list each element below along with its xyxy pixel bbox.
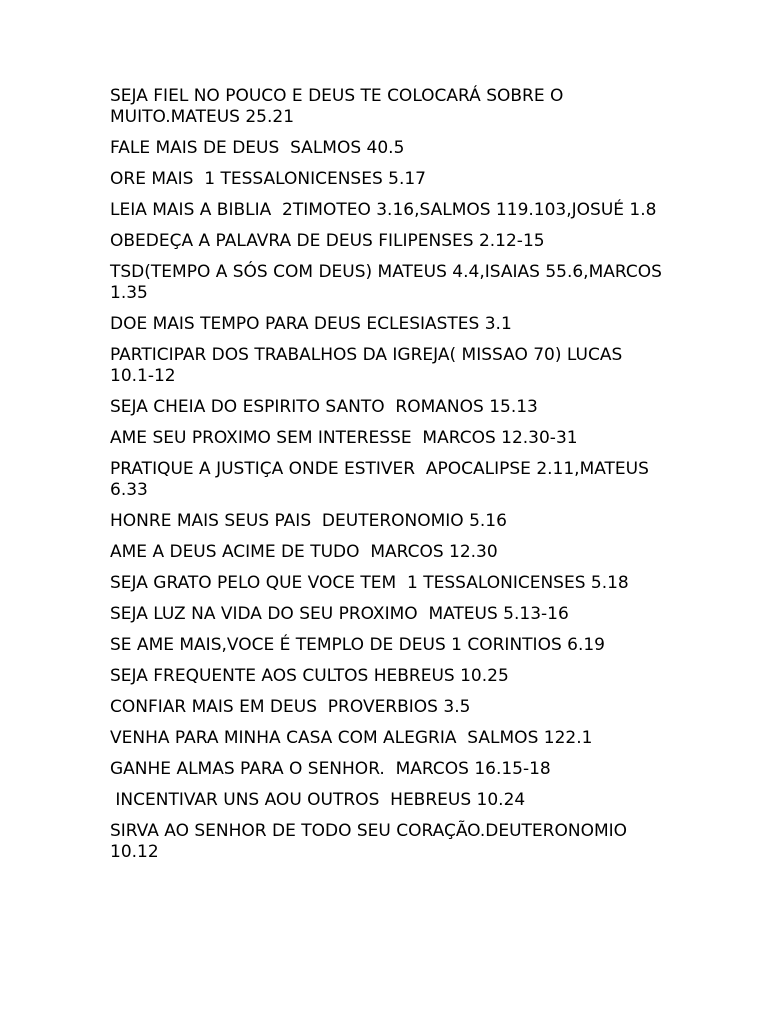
text-line-4: LEIA MAIS A BIBLIA 2TIMOTEO 3.16,SALMOS 119.103,JOSUÉ 1.8 bbox=[110, 200, 657, 220]
text-line-20: GANHE ALMAS PARA O SENHOR. MARCOS 16.15-18 bbox=[110, 759, 551, 779]
text-line-17: SEJA FREQUENTE AOS CULTOS HEBREUS 10.25 bbox=[110, 666, 509, 686]
text-line-1: SEJA FIEL NO POUCO E DEUS TE COLOCARÁ SOBRE O MUITO.MATEUS 25.21 bbox=[110, 86, 569, 127]
text-line-13: AME A DEUS ACIME DE TUDO MARCOS 12.30 bbox=[110, 542, 498, 562]
text-line-12: HONRE MAIS SEUS PAIS DEUTERONOMIO 5.16 bbox=[110, 511, 507, 531]
text-line-2: FALE MAIS DE DEUS SALMOS 40.5 bbox=[110, 138, 405, 158]
text-line-6: TSD(TEMPO A SÓS COM DEUS) MATEUS 4.4,ISAIAS 55.6,MARCOS 1.35 bbox=[110, 262, 668, 303]
text-line-16: SE AME MAIS,VOCE É TEMPLO DE DEUS 1 CORINTIOS 6.19 bbox=[110, 635, 605, 655]
text-line-19: VENHA PARA MINHA CASA COM ALEGRIA SALMOS 122.1 bbox=[110, 728, 593, 748]
text-line-7: DOE MAIS TEMPO PARA DEUS ECLESIASTES 3.1 bbox=[110, 314, 512, 334]
text-line-10: AME SEU PROXIMO SEM INTERESSE MARCOS 12.30-31 bbox=[110, 428, 578, 448]
text-line-3: ORE MAIS 1 TESSALONICENSES 5.17 bbox=[110, 169, 427, 189]
document-page bbox=[110, 86, 670, 873]
text-line-8: PARTICIPAR DOS TRABALHOS DA IGREJA( MISSAO 70) LUCAS 10.1-12 bbox=[110, 345, 628, 386]
text-line-21: INCENTIVAR UNS AOU OUTROS HEBREUS 10.24 bbox=[110, 790, 526, 810]
text-line-5: OBEDEÇA A PALAVRA DE DEUS FILIPENSES 2.12-15 bbox=[110, 231, 545, 251]
text-line-14: SEJA GRATO PELO QUE VOCE TEM 1 TESSALONICENSES 5.18 bbox=[110, 573, 629, 593]
text-line-22: SIRVA AO SENHOR DE TODO SEU CORAÇÃO.DEUTERONOMIO 10.12 bbox=[110, 821, 633, 862]
text-line-11: PRATIQUE A JUSTIÇA ONDE ESTIVER APOCALIPSE 2.11,MATEUS 6.33 bbox=[110, 459, 655, 500]
text-line-15: SEJA LUZ NA VIDA DO SEU PROXIMO MATEUS 5.13-16 bbox=[110, 604, 569, 624]
text-line-9: SEJA CHEIA DO ESPIRITO SANTO ROMANOS 15.13 bbox=[110, 397, 538, 417]
text-line-18: CONFIAR MAIS EM DEUS PROVERBIOS 3.5 bbox=[110, 697, 471, 717]
